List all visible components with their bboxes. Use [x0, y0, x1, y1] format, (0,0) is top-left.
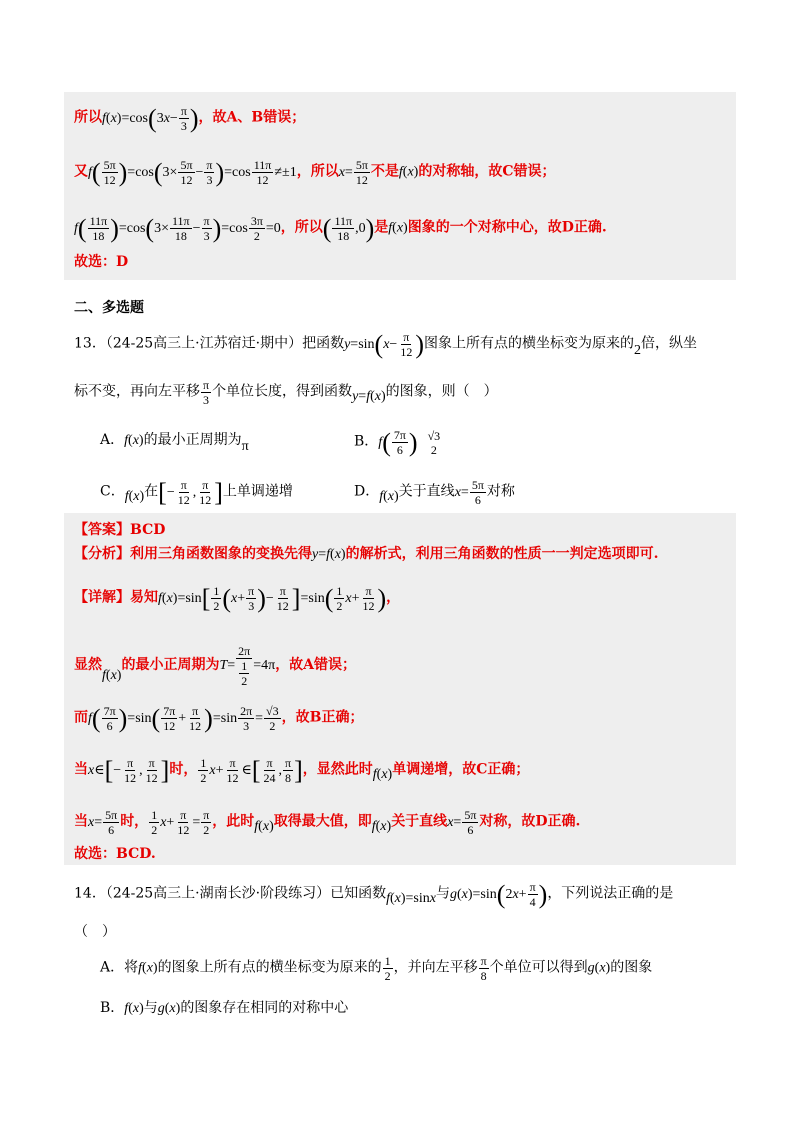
q14-option-a-expr2: $\frac{1}{2}$ — [384, 954, 391, 983]
q14-option-a-expr3: $\frac{\pi}{8}$ — [480, 954, 487, 983]
section-title — [74, 298, 144, 318]
q13-step-4 — [74, 808, 580, 837]
q13-option-d-expr: f(x) — [379, 488, 399, 504]
q14-option-b — [100, 998, 348, 1019]
q13-option-c-text: 上单调递增 — [222, 483, 293, 500]
q12-l3-expr2: ( $\frac{11\pi}{18}$ ,0) — [322, 213, 375, 243]
q13-option-a-text: 的最小正周期为 — [143, 432, 242, 448]
q13-step3-b: 时， — [169, 761, 198, 778]
q13-step4-expr4: f(x) — [371, 818, 392, 834]
q13-stem2-expr2: y=f(x) — [352, 388, 386, 404]
q14-stem1-expr: f(x)=sinx — [386, 890, 436, 906]
q13-stem1-num: 2 — [634, 342, 641, 358]
q14-option-a — [100, 954, 652, 983]
q13-step3-expr3: f(x) — [372, 766, 393, 782]
q13-analysis-expr: y=f(x) — [312, 547, 346, 562]
section-title-text: 二、多选题 — [74, 300, 144, 316]
q13-step4-a: 当 — [74, 813, 88, 830]
q13-option-b-expr: f( $\frac{7\pi}{6}$ ) √3 2 — [378, 427, 441, 457]
q12-line-3 — [74, 214, 607, 243]
q12-l3-expr: f( $\frac{11\pi}{18}$ )=cos(3× $\frac{11\pi}{18}$ − $\frac{\pi}{3}$ )=cos $\frac{3\pi}{2}$ =0 — [74, 213, 281, 243]
q12-line-4 — [74, 252, 128, 272]
q13-answer-value: BCD — [130, 522, 166, 538]
q13-option-a-val: π — [241, 439, 249, 454]
q13-step-2 — [74, 704, 363, 733]
q14-stem1-b: 与 — [435, 885, 450, 902]
q13-step-3 — [74, 756, 529, 785]
q13-step4-expr5: x= $\frac{5\pi}{6}$ — [447, 808, 477, 837]
q13-answer — [74, 520, 165, 540]
q13-final — [74, 844, 156, 864]
q13-option-b — [354, 428, 443, 457]
q13-analysis-tag: 【分析】 — [74, 546, 130, 562]
q13-stem1-expr: y=sin(x− $\frac{\pi}{12}$ ) — [344, 329, 424, 359]
q14-option-b-label: B． — [100, 1000, 125, 1016]
q13-step1-a: 显然 — [74, 657, 102, 674]
q14-stem1-a: 14．（24-25高三上·湖南长沙·阶段练习）已知函数 — [74, 885, 387, 902]
q13-stem-line-1 — [74, 330, 697, 359]
q13-detail — [74, 584, 400, 613]
q13-detail-tag: 【详解】 — [74, 589, 130, 606]
q13-option-c-mid: 在 — [144, 483, 159, 500]
q13-stem1-c: 倍，纵坐 — [641, 335, 697, 352]
q14-stem1-expr2: g(x)=sin(2x+ $\frac{\pi}{4}$ ) — [449, 879, 548, 909]
q13-step2-a: 而 — [74, 709, 88, 726]
q14-stem1-c: ，下列说法正确的是 — [547, 885, 674, 902]
q13-step4-expr2: $\frac{1}{2}$ x+ $\frac{\pi}{12}$ = $\frac{\pi}{2}$ — [151, 808, 210, 837]
q12-l3-post: 图象的一个对称中心，故D正确. — [407, 219, 607, 236]
q13-option-a-expr: f(x) — [124, 433, 144, 448]
q13-step1-b: 的最小正周期为 — [121, 657, 220, 674]
q13-option-d — [354, 478, 515, 507]
q13-step4-c: ，此时 — [212, 813, 255, 830]
q13-step3-d: 单调递增，故C正确； — [392, 761, 530, 778]
q13-final-text: 故选：BCD. — [74, 846, 156, 862]
q13-option-c-label: C． — [100, 483, 125, 500]
q13-option-d-text: 对称 — [486, 483, 515, 500]
q13-step1-expr: f(x) — [102, 668, 122, 684]
q13-step3-c: ，显然此时 — [302, 761, 373, 778]
q13-stem2-c: 的图象，则（ ） — [385, 383, 498, 400]
q14-option-b-b: 的图象存在相同的对称中心 — [180, 1000, 349, 1016]
q13-step4-d: 取得最大值，即 — [273, 813, 372, 830]
q13-option-d-mid: 关于直线 — [398, 483, 455, 500]
q14-option-a-d: 个单位可以得到 — [489, 959, 588, 976]
q13-step3-a: 当 — [74, 761, 88, 778]
q13-analysis — [74, 544, 658, 565]
q14-option-b-expr2: g(x) — [157, 1001, 181, 1016]
q12-line-2 — [74, 158, 556, 187]
q12-l2-expr3: f(x) — [398, 164, 419, 180]
q13-step1-c: ，故A错误； — [275, 657, 357, 674]
q14-stem2: （ ） — [74, 924, 116, 940]
q13-stem1-a: 13．（24-25高三上·江苏宿迁·期中）把函数 — [74, 335, 345, 352]
q13-detail-b: ， — [386, 589, 401, 606]
q12-l3-mid: ，所以 — [280, 219, 323, 236]
q14-stem-line-1 — [74, 880, 673, 909]
q14-option-a-e: 的图象 — [610, 959, 653, 976]
q14-option-a-label: A． — [100, 959, 125, 976]
q12-final-answer: 故选：D — [74, 254, 129, 270]
q12-l2-post: 的对称轴，故C错误； — [418, 163, 556, 180]
q13-option-a — [100, 430, 249, 454]
q14-option-b-a: 与 — [143, 1000, 158, 1016]
q13-stem2-expr: $\frac{\pi}{3}$ — [203, 378, 210, 407]
q14-option-a-c: ，并向左平移 — [393, 959, 478, 976]
q13-step2-b: ，故B正确； — [281, 709, 364, 726]
q13-answer-tag: 【答案】 — [74, 522, 130, 538]
q13-stem-line-2 — [74, 378, 498, 407]
q13-analysis-b: 的解析式，利用三角函数的性质一一判定选项即可. — [345, 546, 659, 562]
q13-step4-b: 时， — [120, 813, 149, 830]
q13-stem2-a: 标不变，再向左平移 — [74, 383, 200, 400]
q13-option-d-label: D． — [354, 483, 380, 500]
q14-option-a-a: 将 — [124, 959, 139, 976]
q13-detail-a: 易知 — [130, 589, 158, 606]
q14-option-b-expr: f(x) — [124, 1001, 144, 1016]
q13-option-b-label: B． — [354, 433, 379, 450]
q13-stem2-b: 个单位长度，得到函数 — [212, 383, 353, 400]
q13-step1-expr2: T= $\frac{2\pi}{\frac{1}{2}}$ =4π — [219, 644, 276, 688]
q13-step2-expr: f( $\frac{7\pi}{6}$ )=sin( $\frac{7\pi}{12}$ + $\frac{\pi}{12}$ )=sin $\frac{2\pi}{3}$ = $\frac{√3}{2}$ — [88, 703, 279, 733]
q13-analysis-a: 利用三角函数图象的变换先得 — [130, 546, 312, 562]
q13-option-c — [100, 478, 293, 507]
q13-step-1 — [74, 644, 356, 688]
q14-option-a-expr: f(x) — [138, 960, 158, 976]
q12-l3-expr3: f(x) — [388, 220, 408, 236]
q13-step4-expr: x= $\frac{5\pi}{6}$ — [88, 808, 118, 837]
q13-option-c-expr: f(x) — [124, 488, 145, 504]
q13-option-a-label: A． — [100, 432, 125, 448]
q14-option-a-expr4: g(x) — [587, 960, 611, 976]
q14-option-a-b: 的图象上所有点的横坐标变为原来的 — [157, 959, 382, 976]
q13-step3-expr: x∈[− $\frac{\pi}{12}$ , $\frac{\pi}{12}$ ] — [88, 755, 170, 785]
q12-l2-expr: f( $\frac{5\pi}{12}$ )=cos(3× $\frac{5\pi}{12}$ − $\frac{\pi}{3}$ )=cos $\frac{11\pi}{12}$ ≠±1 — [88, 157, 297, 187]
q13-option-d-expr2: x= $\frac{5\pi}{6}$ — [454, 478, 484, 507]
q12-l2-pre: 又 — [74, 163, 88, 180]
q13-step4-e: 关于直线 — [391, 813, 448, 830]
q12-l2-expr2: x= $\frac{5\pi}{12}$ — [338, 158, 368, 187]
q13-step4-expr3: f(x) — [254, 818, 274, 834]
q13-detail-expr: f(x)=sin[ $\frac{1}{2}$ (x+ $\frac{\pi}{3}$ )− $\frac{\pi}{12}$ ]=sin( $\frac{1}{2}$ x+ $\frac{\pi}{12}$ ) — [158, 583, 387, 613]
q13-step4-f: 对称，故D正确. — [479, 813, 581, 830]
q12-l2-mid2: 不是 — [370, 163, 399, 180]
q13-option-c-interval: [− $\frac{\pi}{12}$ , $\frac{\pi}{12}$ ] — [158, 477, 223, 507]
q12-l1-pre: 所以 — [74, 109, 102, 126]
q12-l2-mid: ，所以 — [296, 163, 339, 180]
q12-l1-post: ，故A、B错误； — [198, 109, 306, 126]
q12-line-1 — [74, 104, 305, 133]
q12-l3-mid2: 是 — [374, 219, 389, 236]
q12-l1-expr: f(x)=cos(3x− $\frac{\pi}{3}$ ) — [102, 103, 199, 133]
q13-stem1-b: 图象上所有点的横坐标变为原来的 — [424, 335, 634, 352]
q13-step3-expr2: $\frac{1}{2}$ x+ $\frac{\pi}{12}$ ∈[ $\frac{\pi}{24}$ , $\frac{\pi}{8}$ ] — [200, 755, 303, 785]
q14-stem-line-2 — [74, 922, 116, 942]
